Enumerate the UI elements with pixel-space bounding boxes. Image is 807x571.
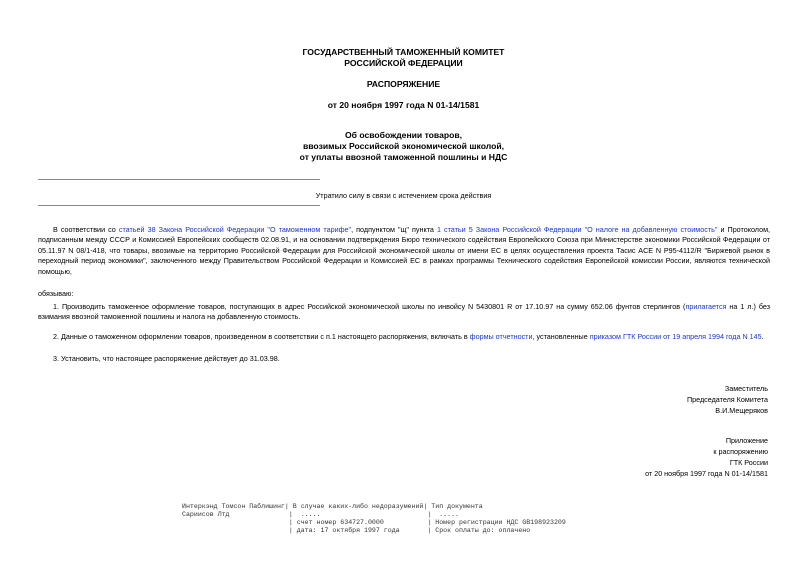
item-2-text-1: 2. Данные о таможенном оформлении товаров, произведенном в соответствии с п.1 настоящего распоряжения, включать в [53,332,470,341]
item-1-text-1: 1. Производить таможенное оформление товаров, поступающих в адрес Российской экономической школы по инвойсу N 5430801 R от 17.10.97 на сумму 652.06 фунтов стерлингов ( [53,302,686,311]
item-1-text-2: на 1 л.) без взимания ввозной таможенной пошлины и налога на добавленную стоимость. [38,302,770,322]
preamble-paragraph [38,225,770,277]
subject-line-2: ввозимых Российской экономической школой, [302,141,505,151]
subject-line-3: от уплаты ввозной таможенной пошлины и НДС [299,152,508,162]
item-1-paragraph [38,302,770,323]
item-3-text: 3. Установить, что настоящее распоряжение действует до 31.03.98. [53,354,280,363]
appendix-ref-1: к распоряжению [713,447,768,456]
appendix-label: Приложение [725,436,768,445]
preamble-text-1: В соответствии со [53,225,119,234]
order-145-link[interactable]: приказом ГТК России от 19 апреля 1994 года N 145 [589,332,762,341]
item-2-text-3: . [761,332,764,341]
document-date-number: от 20 ноября 1997 года N 01-14/1581 [327,100,480,110]
appendix-date-number: от 20 ноября 1997 года N 01-14/1581 [645,469,768,478]
signatory-name: В.И.Мещеряков [715,406,768,415]
invoice-row-2: Сариисов Лтд | ..... | ..... [182,511,459,518]
issuer-line-1: ГОСУДАРСТВЕННЫЙ ТАМОЖЕННЫЙ КОМИТЕТ [302,47,505,57]
invoice-row-3: | счет номер 634727.0000 | Номер регистрации НДС GB198923209 [182,519,566,526]
preamble-text-2: , подпунктом "щ" пункта [351,225,437,234]
invoice-row-1: Интеркэнд Томсон Паблишинг| В случае каких-либо недоразумений| Тип документа [182,503,483,510]
item-3-paragraph [38,354,770,364]
vat-law-link[interactable]: 1 статьи 5 Закона Российской Федерации "О налоге на добавленную стоимость" [436,225,718,234]
signature-title-1: Заместитель [724,384,768,393]
obligate-line: обязываю: [38,289,74,298]
invoice-row-4: | дата: 17 октября 1997 года | Срок оплаты до: оплачено [182,527,531,534]
item-2-text-2: , установленные [532,332,590,341]
status-note: Утратило силу в связи с истечением срока действия [315,191,492,200]
appendix-ref-2: ГТК России [729,458,768,467]
divider-top [38,179,320,180]
customs-tariff-law-link[interactable]: статьей 38 Закона Российской Федерации "О таможенном тарифе" [118,225,352,234]
subject-line-1: Об освобождении товаров, [344,130,463,140]
document-type: РАСПОРЯЖЕНИЕ [366,79,441,89]
issuer-line-2: РОССИЙСКОЙ ФЕДЕРАЦИИ [344,58,463,68]
preamble-text-3: и Протоколом, подписанным между СССР и Комиссией Европейских сообществ 02.08.91, и на основании подтверждения Бюро технического содействия Европейского Союза при Министерстве экономики Российской Федерации от 05.11.97 N 08/1-418, что товары, ввозимые на территорию Российской Федерации для Российской экономической школы от имени ЕС в целях осуществления проекта Тасис ACE N P95-4112/R "Биржевой рынок в переходный период экономики", заключенного между Правительством Российской Федерации и Комиссией ЕС в рамках программы Технического содействия Европейской комиссии России, являются технической помощью, [38,225,771,276]
divider-bottom [38,205,320,206]
reporting-forms-link[interactable]: формы отчетности [469,332,533,341]
item-2-paragraph [38,332,770,342]
signature-title-2: Председателя Комитета [686,395,768,404]
attachment-link[interactable]: прилагается [685,302,727,311]
